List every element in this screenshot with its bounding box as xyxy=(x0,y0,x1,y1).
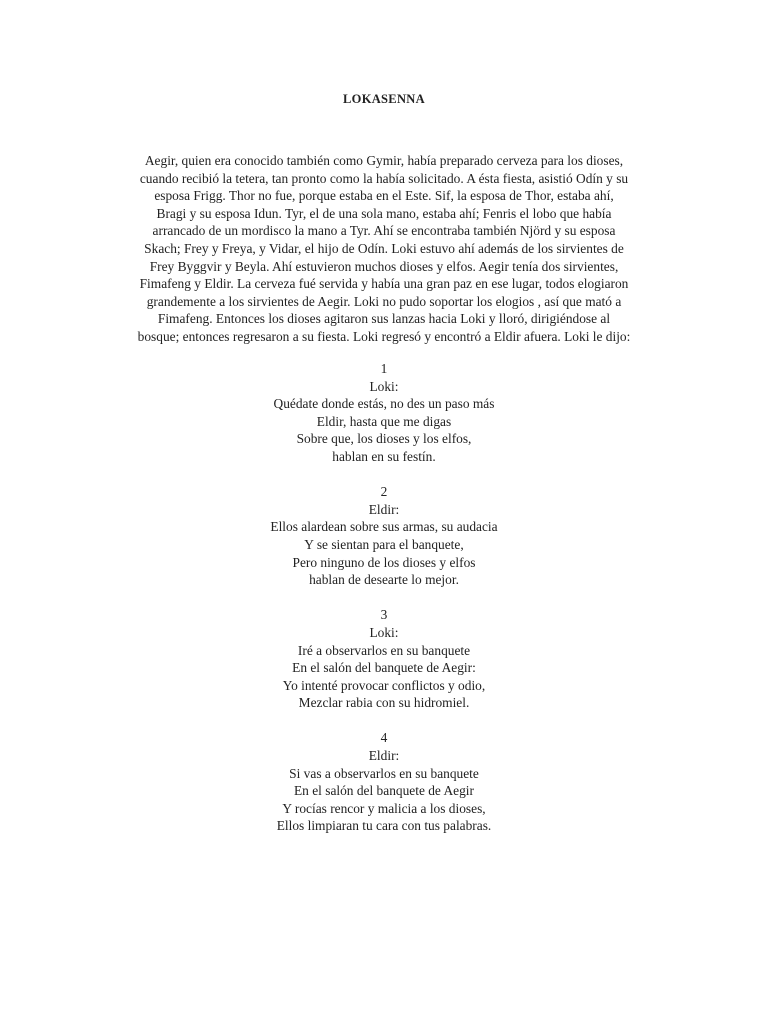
intro-line: esposa Frigg. Thor no fue, porque estaba en el Este. Sif, la esposa de Thor, estaba ahí, xyxy=(154,188,614,204)
document-title: LOKASENNA xyxy=(343,92,425,106)
stanza-line: Yo intenté provocar conflictos y odio, xyxy=(282,677,486,693)
stanza xyxy=(0,360,768,466)
stanza-speaker: Loki: xyxy=(369,624,399,640)
intro-line: Bragi y su esposa Idun. Tyr, el de una sola mano, estaba ahí; Fenris el lobo que había xyxy=(156,205,612,221)
stanza-number: 1 xyxy=(380,361,388,376)
intro-paragraph xyxy=(100,152,668,346)
stanza-line: Ellos limpiaran tu cara con tus palabras. xyxy=(276,818,492,834)
stanza-line: En el salón del banquete de Aegir xyxy=(294,783,474,799)
intro-line: grandemente a los sirvientes de Aegir. Loki no pudo soportar los elogios , así que mató a xyxy=(146,293,622,309)
stanza-speaker: Eldir: xyxy=(368,748,400,764)
stanza-list xyxy=(0,360,768,853)
stanza xyxy=(0,483,768,589)
stanza-number: 2 xyxy=(380,484,388,500)
stanza-line: Sobre que, los dioses y los elfos, xyxy=(296,431,472,447)
intro-line: Aegir, quien era conocido también como Gymir, había preparado cerveza para los dioses, xyxy=(144,153,624,168)
stanza xyxy=(0,606,768,712)
intro-line: Fimafeng y Eldir. La cerveza fué servida y había una gran paz en ese lugar, todos elogiaron xyxy=(139,276,629,292)
intro-line: arrancado de un mordisco la mano a Tyr. Ahí se encontraba también Njörd y su esposa xyxy=(152,223,616,239)
stanza-speaker: Loki: xyxy=(369,378,399,394)
intro-line: Fimafeng. Entonces los dioses agitaron sus lanzas hacia Loki y lloró, dirigiéndose al xyxy=(157,311,611,327)
stanza-line: Mezclar rabia con su hidromiel. xyxy=(298,695,470,711)
stanza-line: Y rocías rencor y malicia a los dioses, xyxy=(282,800,486,816)
stanza-line: hablan de desearte lo mejor. xyxy=(309,572,459,588)
stanza-speaker: Eldir: xyxy=(368,501,400,517)
intro-line: Skach; Frey y Freya, y Vidar, el hijo de Odín. Loki estuvo ahí además de los sirvientes de xyxy=(144,240,624,256)
stanza-line: Y se sientan para el banquete, xyxy=(304,536,464,552)
stanza-line: Iré a observarlos en su banquete xyxy=(297,642,471,658)
stanza-number: 3 xyxy=(380,607,388,623)
stanza-line: En el salón del banquete de Aegir: xyxy=(292,660,476,676)
intro-line: Frey Byggvir y Beyla. Ahí estuvieron muchos dioses y elfos. Aegir tenía dos sirvientes, xyxy=(149,258,619,274)
stanza-line: Ellos alardean sobre sus armas, su audacia xyxy=(270,519,498,535)
intro-line: bosque; entonces regresaron a su fiesta. Loki regresó y encontró a Eldir afuera. Loki le dijo: xyxy=(137,328,631,344)
stanza-line: Eldir, hasta que me digas xyxy=(316,413,452,429)
stanza-line: Quédate donde estás, no des un paso más xyxy=(273,396,495,412)
stanza-line: Si vas a observarlos en su banquete xyxy=(289,765,479,781)
stanza-line: hablan en su festín. xyxy=(332,448,436,464)
stanza-number: 4 xyxy=(380,730,388,746)
stanza-line: Pero ninguno de los dioses y elfos xyxy=(292,554,476,570)
intro-line: cuando recibió la tetera, tan pronto como la había solicitado. A ésta fiesta, asistió Odín y su xyxy=(139,170,629,186)
stanza xyxy=(0,729,768,835)
